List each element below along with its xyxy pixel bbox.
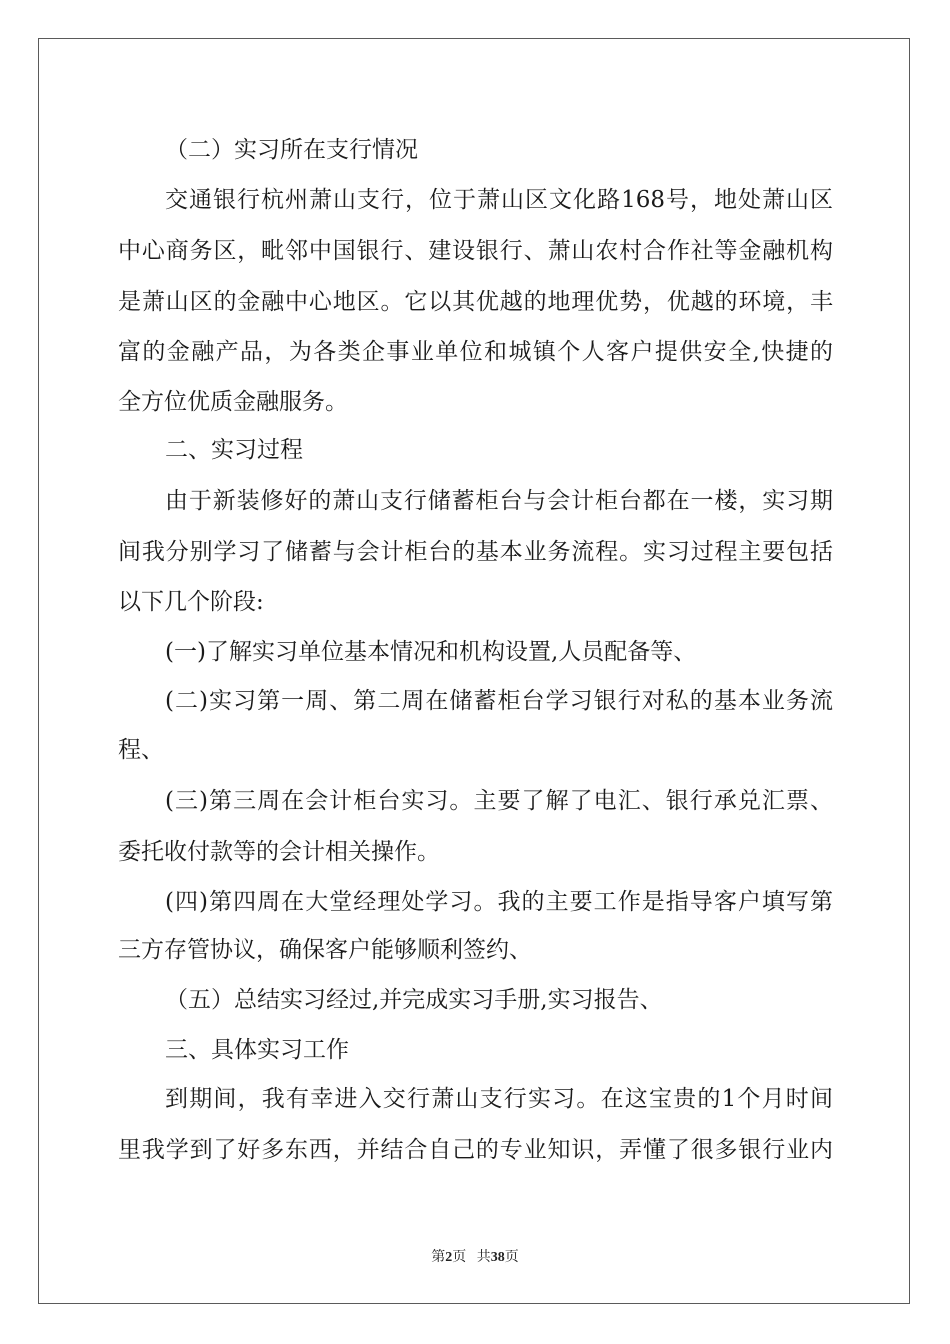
page-footer	[0, 1246, 950, 1266]
total-suffix: 页	[504, 1250, 519, 1265]
paragraph-line: 里我学到了好多东西，并结合自己的专业知识，弄懂了很多银行业内	[118, 1137, 833, 1163]
total-pages: 38	[490, 1250, 505, 1265]
paragraph-line: 程、	[118, 737, 164, 763]
paragraph-line: 三方存管协议，确保客户能够顺利签约、	[118, 937, 532, 963]
paragraph-line: 是萧山区的金融中心地区。它以其优越的地理优势，优越的环境，丰	[118, 289, 833, 315]
paragraph-line: 以下几个阶段:	[118, 589, 264, 615]
section-heading: 三、具体实习工作	[165, 1037, 349, 1063]
paragraph-line: 交通银行杭州萧山支行，位于萧山区文化路168号，地处萧山区	[165, 187, 833, 213]
list-item: （五）总结实习经过,并完成实习手册,实习报告、	[165, 987, 663, 1013]
page-prefix: 第	[431, 1250, 446, 1265]
page-border	[38, 38, 910, 1304]
list-item: (一)了解实习单位基本情况和机构设置,人员配备等、	[165, 639, 697, 665]
paragraph-line: 到期间，我有幸进入交行萧山支行实习。在这宝贵的1个月时间	[165, 1086, 833, 1112]
paragraph-line: 委托收付款等的会计相关操作。	[118, 839, 440, 865]
paragraph-line: 富的金融产品，为各类企事业单位和城镇个人客户提供安全,快捷的	[118, 339, 833, 365]
paragraph-line: 中心商务区，毗邻中国银行、建设银行、萧山农村合作社等金融机构	[118, 238, 833, 264]
list-item: (二)实习第一周、第二周在储蓄柜台学习银行对私的基本业务流	[165, 688, 833, 714]
list-item: (四)第四周在大堂经理处学习。我的主要工作是指导客户填写第	[165, 889, 833, 915]
section-heading: （二）实习所在支行情况	[165, 137, 418, 163]
paragraph-line: 由于新装修好的萧山支行储蓄柜台与会计柜台都在一楼，实习期	[165, 488, 833, 514]
paragraph-line: 全方位优质金融服务。	[118, 389, 348, 415]
section-heading: 二、实习过程	[165, 437, 303, 463]
list-item: (三)第三周在会计柜台实习。主要了解了电汇、银行承兑汇票、	[165, 788, 833, 814]
paragraph-line: 间我分别学习了储蓄与会计柜台的基本业务流程。实习过程主要包括	[118, 539, 833, 565]
page-number: 2	[445, 1250, 453, 1265]
total-prefix: 共	[476, 1250, 491, 1265]
page-suffix: 页	[452, 1250, 467, 1265]
